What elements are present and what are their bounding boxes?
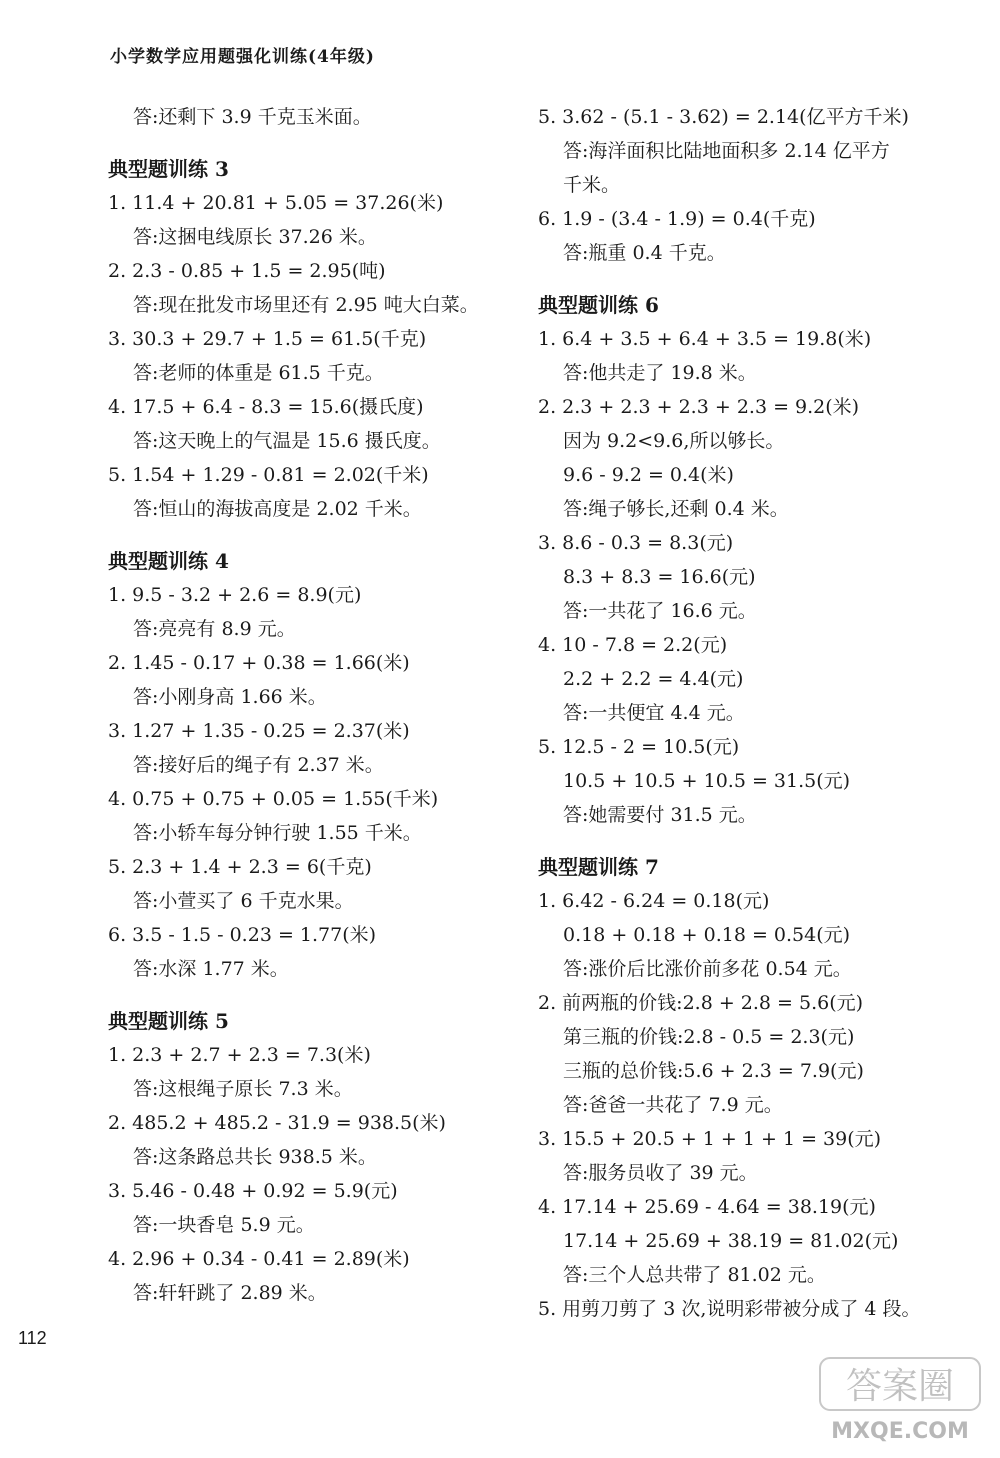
answer-line: 答:接好后的绳子有 2.37 米。 <box>133 754 384 776</box>
section-heading: 典型题训练 4 <box>108 549 229 573</box>
problem-line: 4. 10 - 7.8 = 2.2(元) <box>538 634 728 656</box>
problem-line: 1. 11.4 + 20.81 + 5.05 = 37.26(米) <box>108 192 444 214</box>
section-heading: 典型题训练 5 <box>108 1009 229 1033</box>
answer-line: 答:海洋面积比陆地面积多 2.14 亿平方 <box>563 140 890 162</box>
answer-line: 答:服务员收了 39 元。 <box>563 1162 758 1184</box>
problem-line: 3. 15.5 + 20.5 + 1 + 1 + 1 = 39(元) <box>538 1128 882 1150</box>
answer-line: 答:亮亮有 8.9 元。 <box>133 618 296 640</box>
problem-line: 3. 5.46 - 0.48 + 0.92 = 5.9(元) <box>108 1180 398 1202</box>
answer-line: 答:这根绳子原长 7.3 米。 <box>133 1078 353 1100</box>
problem-line: 3. 8.6 - 0.3 = 8.3(元) <box>538 532 734 554</box>
problem-line: 3. 30.3 + 29.7 + 1.5 = 61.5(千克) <box>108 328 427 350</box>
problem-line: 2. 1.45 - 0.17 + 0.38 = 1.66(米) <box>108 652 410 674</box>
answer-line: 答:一块香皂 5.9 元。 <box>133 1214 315 1236</box>
answer-line: 答:瓶重 0.4 千克。 <box>563 242 726 264</box>
page-number: 112 <box>18 1328 47 1348</box>
answer-line: 2.2 + 2.2 = 4.4(元) <box>563 668 744 690</box>
problem-line: 4. 17.14 + 25.69 - 4.64 = 38.19(元) <box>538 1196 876 1218</box>
answer-line: 答:爸爸一共花了 7.9 元。 <box>563 1094 783 1116</box>
answer-line: 答:轩轩跳了 2.89 米。 <box>133 1282 327 1304</box>
answer-line: 答:他共走了 19.8 米。 <box>563 362 757 384</box>
answer-line: 答:这天晚上的气温是 15.6 摄氏度。 <box>133 430 441 452</box>
answer-line: 8.3 + 8.3 = 16.6(元) <box>563 566 756 588</box>
answer-line: 千米。 <box>563 174 621 196</box>
problem-line: 1. 6.42 - 6.24 = 0.18(元) <box>538 890 770 912</box>
problem-line: 5. 用剪刀剪了 3 次,说明彩带被分成了 4 段。 <box>538 1298 921 1320</box>
watermark-url: MXQE.COM <box>831 1419 969 1444</box>
watermark-logo <box>810 1350 990 1450</box>
section-heading: 典型题训练 3 <box>108 157 229 181</box>
answer-line: 答:还剩下 3.9 千克玉米面。 <box>133 106 372 128</box>
answer-line: 答:小轿车每分钟行驶 1.55 千米。 <box>133 822 422 844</box>
right-column <box>538 100 958 1326</box>
problem-line: 3. 1.27 + 1.35 - 0.25 = 2.37(米) <box>108 720 410 742</box>
problem-line: 4. 2.96 + 0.34 - 0.41 = 2.89(米) <box>108 1248 410 1270</box>
answer-line: 答:小刚身高 1.66 米。 <box>133 686 327 708</box>
answer-line: 答:小萱买了 6 千克水果。 <box>133 890 354 912</box>
answer-line: 答:一共花了 16.6 元。 <box>563 600 757 622</box>
problem-line: 6. 1.9 - (3.4 - 1.9) = 0.4(千克) <box>538 208 816 230</box>
answer-line: 答:她需要付 31.5 元。 <box>563 804 757 826</box>
watermark-text: 答案圈 <box>845 1366 955 1407</box>
answer-line: 答:涨价后比涨价前多花 0.54 元。 <box>563 958 852 980</box>
answer-line: 答:恒山的海拔高度是 2.02 千米。 <box>133 498 422 520</box>
answer-line: 答:老师的体重是 61.5 千克。 <box>133 362 384 384</box>
answer-line: 因为 9.2<9.6,所以够长。 <box>563 430 785 452</box>
answer-line: 答:三个人总共带了 81.02 元。 <box>563 1264 826 1286</box>
problem-line: 1. 6.4 + 3.5 + 6.4 + 3.5 = 19.8(米) <box>538 328 872 350</box>
problem-line: 5. 2.3 + 1.4 + 2.3 = 6(千克) <box>108 856 372 878</box>
answer-line: 17.14 + 25.69 + 38.19 = 81.02(元) <box>563 1230 899 1252</box>
problem-line: 1. 2.3 + 2.7 + 2.3 = 7.3(米) <box>108 1044 371 1066</box>
section-heading: 典型题训练 6 <box>538 293 659 317</box>
section-heading: 典型题训练 7 <box>538 855 659 879</box>
answer-line: 答:水深 1.77 米。 <box>133 958 289 980</box>
problem-line: 2. 前两瓶的价钱:2.8 + 2.8 = 5.6(元) <box>538 992 864 1014</box>
answer-line: 答:这条路总共长 938.5 米。 <box>133 1146 377 1168</box>
problem-line: 2. 485.2 + 485.2 - 31.9 = 938.5(米) <box>108 1112 446 1134</box>
left-column <box>108 100 518 1310</box>
problem-line: 5. 12.5 - 2 = 10.5(元) <box>538 736 740 758</box>
answer-line: 10.5 + 10.5 + 10.5 = 31.5(元) <box>563 770 851 792</box>
answer-line: 答:现在批发市场里还有 2.95 吨大白菜。 <box>133 294 479 316</box>
answer-line: 答:绳子够长,还剩 0.4 米。 <box>563 498 789 520</box>
problem-line: 4. 0.75 + 0.75 + 0.05 = 1.55(千米) <box>108 788 439 810</box>
page-header: 小学数学应用题强化训练(4年级) <box>110 47 375 67</box>
problem-line: 5. 1.54 + 1.29 - 0.81 = 2.02(千米) <box>108 464 429 486</box>
problem-line: 2. 2.3 - 0.85 + 1.5 = 2.95(吨) <box>108 260 386 282</box>
answer-line: 答:这捆电线原长 37.26 米。 <box>133 226 377 248</box>
problem-line: 4. 17.5 + 6.4 - 8.3 = 15.6(摄氏度) <box>108 396 424 418</box>
answer-line: 答:一共便宜 4.4 元。 <box>563 702 745 724</box>
answer-line: 第三瓶的价钱:2.8 - 0.5 = 2.3(元) <box>563 1026 855 1048</box>
answer-line: 9.6 - 9.2 = 0.4(米) <box>563 464 734 486</box>
problem-line: 5. 3.62 - (5.1 - 3.62) = 2.14(亿平方千米) <box>538 106 909 128</box>
problem-line: 2. 2.3 + 2.3 + 2.3 + 2.3 = 9.2(米) <box>538 396 860 418</box>
problem-line: 6. 3.5 - 1.5 - 0.23 = 1.77(米) <box>108 924 377 946</box>
problem-line: 1. 9.5 - 3.2 + 2.6 = 8.9(元) <box>108 584 362 606</box>
answer-line: 三瓶的总价钱:5.6 + 2.3 = 7.9(元) <box>563 1060 864 1082</box>
answer-line: 0.18 + 0.18 + 0.18 = 0.54(元) <box>563 924 851 946</box>
